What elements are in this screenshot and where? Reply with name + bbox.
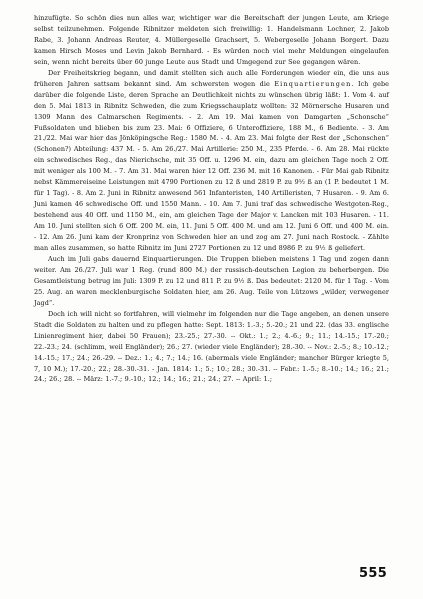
paragraph-2: Der Freiheitskrieg begann, und damit stellten sich auch alle Forderungen wieder ein, die uns aus früheren Jahren sattsam bekannt sind. Am schwersten wogen die Einquartierungen. Ich gebe darüber die folgende Liste, deren Sprache an Deutlichkeit nichts zu wünschen übrig läßt: 1. Vom 4. auf den 5. Mai 1813 in Ribnitz Schweden, die zum Kriegsschauplatz wollten: 32 Mörnersche Husaren und 1309 Mann des Calmarschen Regiments. - 2. Am 19. Mai kamen von Damgarten „Schonsche“ Fußsoldaten und blieben bis zum 23. Mai: 6 Offiziere, 6 Unteroffiziere, 188 M., 6 Bediente. - 3. Am 21./22. Mai war hier das Jönköpingsche Reg.: 1580 M. - 4. Am 23. Mai folgte der Rest der „Schonschen“ (Schonen?) Abteilung: 437 M. - 5. Am 26./27. Mai Artillerie: 250 M., 235 Pferde. - 6. Am 28. Mai rückte ein schwedisches Reg., das Nierichsche, mit 35 Off. u. 1296 M. ein, dazu am gleichen Tage noch 2 Off. mit weniger als 100 M. - 7. Am 31. Mai waren hier 12 Off. 236 M. mit 16 Kanonen. - Für Mai gab Ribnitz nebst Kämmereiseine Leistungen mit 4790 Portionen zu 12 ß und 2819 P. zu 9½ ß an (1 P. bedeutet 1 M. für 1 Tag). - 8. Am 2. Juni in Ribnitz anwesend 561 Infanteristen, 140 Artilleristen, 7 Husaren. - 9. Am 6. Juni kamen 46 schwedische Off. und 1550 Mann. - 10. Am 7. Juni traf das schwedische Westgoten-Reg., bestehend aus 40 Off. und 1150 M., ein, am gleichen Tage der Major v. Lancken mit 103 Husaren. - 11. Am 10. Juni stellten sich 6 Off. 200 M. ein, 11. Juni 5 Off. 400 M. und am 12. Juni 6 Off. und 400 M. ein. - 12. Am 26. Juni kam der Kronprinz von Schweden hier an und zog am 27. Juni nach Rostock. - Zählte man alles zusammen, so hatte Ribnitz im Juni 2727 Portionen zu 12 und 8986 P. zu 9½ ß geliefert.	[34, 68, 389, 253]
emphasized-word: Einquartierungen	[274, 79, 352, 88]
body-text	[34, 13, 389, 385]
paragraph-1: hinzufügte. So schön dies nun alles war, wichtiger war die Bereitschaft der jungen Leute, am Kriege selbst teilzunehmen. Folgende Ribnitzer meldeten sich freiwillig: 1. Handelsmann Lochner, 2. Jakob Rabe, 3. Johann Andreas Reuter, 4. Müllergeselle Grachsert, 5. Webergeselle Johann Borgert. Dazu kamen Hirsch Moses und Levin Jakob Bernhard. - Es würden noch viel mehr Meldungen eingelaufen sein, wenn nicht bereits über 60 junge Leute aus Stadt und Umgegend zur See gegangen wären.	[34, 14, 389, 66]
paragraph-4: Doch ich will nicht so fortfahren, will vielmehr im folgenden nur die Tage angeben, an denen unsere Stadt die Soldaten zu halten und zu pflegen hatte: Sept. 1813: 1.-3.; 5.-20.; 21 und 22. (das 33. englische Linienregiment hier, dabei 50 Frauen); 23.-25.; 27.-30. -- Okt.: 1.; 2.; 4.-6.; 9.; 11.; 14.-15.; 17.-20.; 22.-23.; 24. (schlimm, weil Engländer); 26.; 27. (wieder viele Engländer); 28.-30. -- Nov.: 2.-5.; 8.; 10.-12.; 14.-15.; 17.; 24.; 26.-29. -- Dez.: 1.; 4.; 7.; 14.; 16. (abermals viele Engländer; mancher Bürger kriegte 5, 7, 10 M.); 17.-20.; 22.; 28.-30.-31. - Jan. 1814: 1.; 5.; 10.; 28.; 30.-31. -- Febr.: 1.-5.; 8.-10.; 14.; 16.; 21.; 24.; 26.; 28. -- März: 1.-7.; 9.-10.; 12.; 14.; 16.; 21.; 24.; 27. -- April: 1.;	[34, 309, 389, 384]
page-number: 555	[359, 566, 388, 581]
paragraph-3: Auch im Juli gabs dauernd Einquartierungen. Die Truppen blieben meistens 1 Tag und zogen dann weiter. Am 26./27. Juli war 1 Reg. (rund 800 M.) der russisch-deutschen Legion zu beherbergen. Die Gesamtleistung betrug im Juli: 1309 P. zu 12 und 811 P. zu 9½ ß. Das bedeutet: 2120 M. für 1 Tag. - Vom 25. Aug. an waren mecklenburgische Soldaten hier, am 26. Aug. Teile von Lützows „wilder, verwegener Jagd“.	[34, 254, 389, 307]
